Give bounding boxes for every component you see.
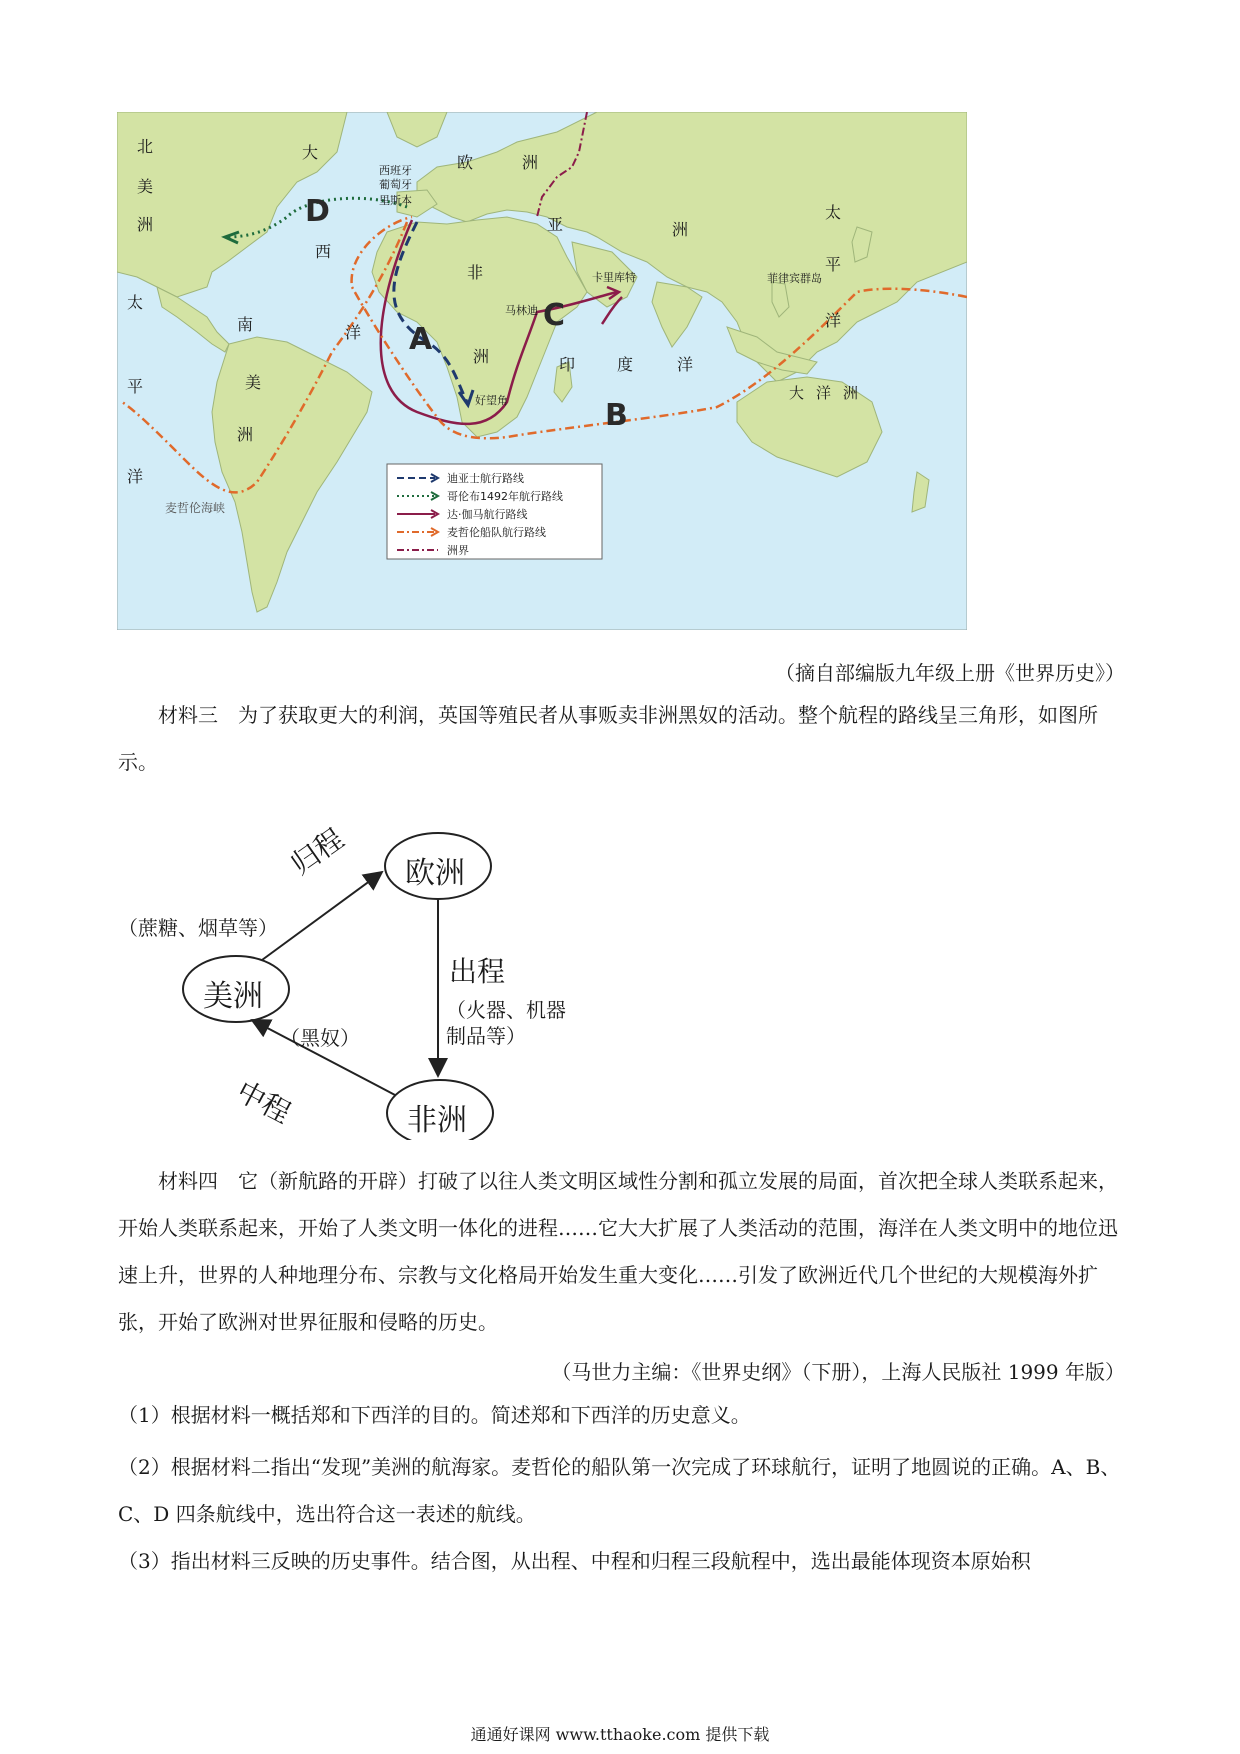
question-3: （3）指出材料三反映的历史事件。结合图，从出程、中程和归程三段航程中，选出最能体现资本原始积 — [118, 1549, 1031, 1573]
return-leg-arrow — [262, 872, 382, 960]
page-footer: 通通好课网 www.tthaoke.com 提供下载 — [470, 1725, 770, 1744]
outbound-leg-goods-2: 制品等） — [446, 1024, 526, 1048]
legend-swatch-border — [395, 545, 441, 555]
label-asia-1: 亚 — [547, 215, 564, 234]
legend-item — [395, 487, 600, 505]
africa-label: 非洲 — [407, 1103, 467, 1138]
label-atlantic-3: 洋 — [345, 323, 362, 342]
label-north-america-1: 北 — [137, 137, 154, 156]
label-africa-1: 非 — [467, 263, 484, 282]
label-asia-2: 洲 — [672, 220, 689, 239]
europe-label: 欧洲 — [405, 856, 465, 891]
label-atlantic-1: 大 — [302, 143, 319, 162]
label-indian-3: 洋 — [677, 355, 694, 374]
label-pacific-west-2: 平 — [127, 377, 144, 396]
triangle-diagram-svg — [112, 810, 632, 1140]
legend-label: 哥伦布1492年航行路线 — [447, 490, 563, 503]
label-philippines: 菲律宾群岛 — [767, 272, 822, 285]
label-indian-2: 度 — [617, 355, 634, 374]
label-south-america-3: 洲 — [237, 425, 254, 444]
label-south-america-1: 南 — [237, 315, 254, 334]
legend-item — [395, 541, 600, 559]
outbound-leg-label: 出程 — [449, 955, 506, 988]
label-pacific-east-3: 洋 — [825, 311, 842, 330]
question-2: （2）根据材料二指出“发现”美洲的航海家。麦哲伦的船队第一次完成了环球航行，证明了地圆说的正确。A、B、C、D 四条航线中，选出符合这一表述的航线。 — [118, 1455, 1121, 1526]
source-note-2: （马世力主编：《世界史纲》（下册），上海人民版社 1999 年版） — [551, 1360, 1125, 1384]
legend-label: 洲界 — [447, 544, 469, 557]
label-calicut: 卡里库特 — [592, 271, 636, 284]
route-label-b: B — [605, 398, 628, 433]
label-pacific-east-2: 平 — [825, 255, 842, 274]
label-oceania: 大洋洲 — [789, 384, 871, 402]
label-europe-2: 洲 — [522, 153, 539, 172]
source-note-1: （摘自部编版九年级上册《世界历史》） — [775, 661, 1125, 685]
legend-label: 达·伽马航行路线 — [447, 508, 528, 521]
route-map — [117, 112, 967, 630]
triangle-trade-diagram — [112, 810, 632, 1140]
label-atlantic-2: 西 — [315, 242, 332, 261]
question-1: （1）根据材料一概括郑和下西洋的目的。简述郑和下西洋的历史意义。 — [118, 1403, 751, 1427]
label-lisbon: 里斯本 — [379, 194, 412, 207]
legend-swatch-dias — [395, 473, 441, 483]
legend-swatch-dagama — [395, 509, 441, 519]
label-africa-2: 洲 — [473, 347, 490, 366]
label-north-america-3: 洲 — [137, 215, 154, 234]
label-pacific-west-1: 太 — [127, 293, 144, 312]
return-leg-goods: （蔗糖、烟草等） — [118, 916, 278, 940]
legend-item — [395, 469, 600, 487]
label-cape-of-good-hope: 好望角 — [475, 394, 508, 407]
outbound-leg-goods-1: （火器、机器 — [446, 998, 566, 1022]
legend-swatch-magellan — [395, 527, 441, 537]
america-label: 美洲 — [203, 979, 263, 1014]
legend-label: 麦哲伦船队航行路线 — [447, 526, 546, 539]
label-magellan-strait: 麦哲伦海峡 — [165, 501, 226, 515]
label-europe-1: 欧 — [457, 153, 474, 172]
legend-swatch-columbus — [395, 491, 441, 501]
material-3-paragraph: 材料三 为了获取更大的利润，英国等殖民者从事贩卖非洲黑奴的活动。整个航程的路线呈三角形，如图所示。 — [118, 703, 1098, 774]
label-pacific-east-1: 太 — [825, 203, 842, 222]
label-malindi: 马林迪 — [505, 304, 538, 317]
label-pacific-west-3: 洋 — [127, 467, 144, 486]
middle-leg-goods: （黑奴） — [280, 1026, 360, 1050]
label-portugal: 葡萄牙 — [379, 178, 412, 191]
route-label-c: C — [543, 298, 566, 333]
legend-item — [395, 505, 600, 523]
legend-label: 迪亚士航行路线 — [447, 472, 524, 485]
label-north-america-2: 美 — [137, 177, 154, 196]
return-leg-label: 归程 — [284, 821, 350, 882]
label-indian-1: 印 — [559, 355, 576, 374]
legend-item — [395, 523, 600, 541]
map-legend — [395, 469, 600, 559]
route-label-a: A — [409, 322, 433, 357]
material-4-paragraph: 材料四 它（新航路的开辟）打破了以往人类文明区域性分割和孤立发展的局面，首次把全球人类联系起来，开始人类联系起来，开始了人类文明一体化的进程……它大大扩展了人类活动的范围，海洋在人类文明中的地位迅速上升，世界的人种地理分布、宗教与文化格局开始发生重大变化……引发了欧洲近代几个世纪的大规模海外扩张，开始了欧洲对世界征服和侵略的历史。 — [118, 1169, 1118, 1334]
middle-leg-label: 中程 — [231, 1074, 297, 1130]
label-south-america-2: 美 — [245, 373, 262, 392]
route-label-d: D — [305, 194, 330, 229]
label-spain: 西班牙 — [379, 164, 412, 177]
